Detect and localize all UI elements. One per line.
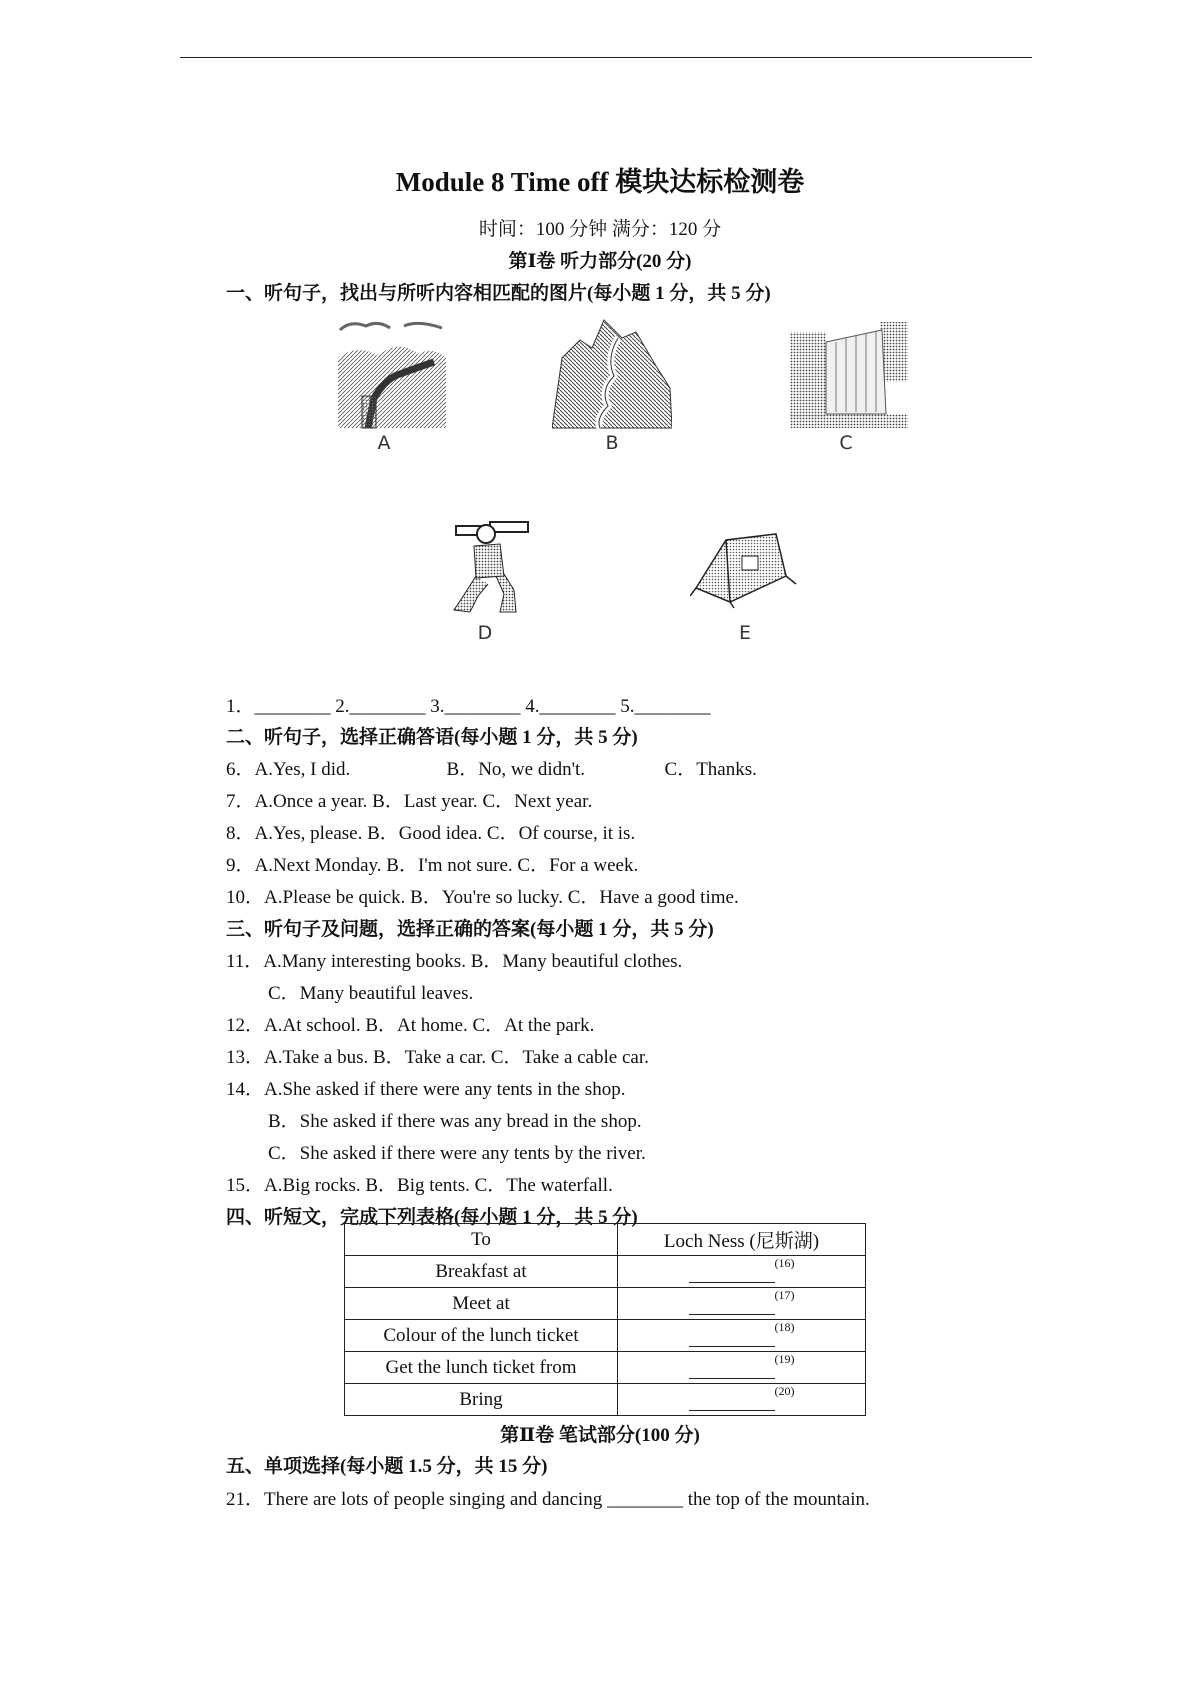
picture-label-b: B (605, 432, 619, 454)
exam-meta: 时间：100 分钟 满分：120 分 (478, 219, 722, 240)
tent-icon (690, 530, 804, 610)
person-binoculars-icon (448, 512, 540, 616)
section-5-heading: 五、单项选择(每小题 1.5 分，共 15 分) (226, 1456, 548, 1477)
table-header-row (345, 1224, 866, 1256)
question-number: 13． (226, 1047, 265, 1068)
blank-number: (18) (774, 1320, 795, 1334)
table-header-to: To (345, 1224, 618, 1256)
question-number: 11． (226, 951, 264, 972)
question-number: 6． (226, 759, 255, 780)
table-row (345, 1384, 866, 1416)
row-label: Bring (345, 1384, 618, 1416)
row-label: Meet at (345, 1288, 618, 1320)
question-11 (226, 946, 682, 973)
option-c: C．Of course, it is. (486, 823, 636, 844)
question-14-option-b: B．She asked if there was any bread in the shop. (268, 1111, 642, 1132)
header-rule (180, 57, 1032, 58)
option-a: A.Yes, please. (254, 823, 363, 844)
question-8 (226, 818, 635, 845)
option-a: A.Take a bus. (264, 1047, 369, 1068)
option-c: C．Next year. (482, 791, 593, 812)
option-b: B．At home. (365, 1015, 468, 1036)
table-row (345, 1256, 866, 1288)
blank-number: (17) (774, 1288, 795, 1302)
listening-table (344, 1223, 866, 1416)
table-row (345, 1288, 866, 1320)
part2-title: 第Ⅱ卷 笔试部分(100 分) (500, 1425, 700, 1446)
row-label: Breakfast at (345, 1256, 618, 1288)
question-number: 8． (226, 823, 255, 844)
option-c: C．Thanks. (664, 759, 757, 780)
answer-cell-19[interactable] (618, 1352, 866, 1384)
option-a: A.Once a year. (254, 791, 368, 812)
question-21: 21．There are lots of people singing and dancing ________ the top of the mountain. (226, 1489, 870, 1510)
picture-label-a: A (377, 432, 391, 454)
blank-number: (19) (774, 1352, 795, 1366)
question-14-option-c: C．She asked if there were any tents by the river. (268, 1143, 646, 1164)
row-label: Colour of the lunch ticket (345, 1320, 618, 1352)
option-b: B．I'm not sure. (386, 855, 513, 876)
option-a: A.At school. (264, 1015, 361, 1036)
question-number: 10． (226, 887, 265, 908)
table-row (345, 1320, 866, 1352)
option-a: A.Big rocks. (264, 1175, 361, 1196)
answer-cell-20[interactable] (618, 1384, 866, 1416)
option-a: A.Yes, I did. (254, 759, 351, 780)
picture-label-d: D (477, 622, 493, 644)
mountain-path-icon (552, 318, 672, 430)
option-c: C．Take a cable car. (490, 1047, 649, 1068)
question-10 (226, 882, 739, 909)
section-2-heading: 二、听句子，选择正确答语(每小题 1 分，共 5 分) (226, 727, 638, 748)
question-13 (226, 1042, 649, 1069)
option-a: A.Many interesting books. (263, 951, 466, 972)
great-wall-icon (338, 318, 446, 430)
question-9 (226, 850, 638, 877)
option-a: A.Please be quick. (264, 887, 406, 908)
table-row (345, 1352, 866, 1384)
section-3-heading: 三、听句子及问题，选择正确的答案(每小题 1 分，共 5 分) (226, 919, 714, 940)
option-b: B．You're so lucky. (410, 887, 563, 908)
question-14 (226, 1074, 625, 1101)
answer-cell-18[interactable] (618, 1320, 866, 1352)
option-a: A.Next Monday. (254, 855, 382, 876)
option-a: A.She asked if there were any tents in the shop. (264, 1079, 626, 1100)
blank-number: (20) (774, 1384, 795, 1398)
option-b: B．Big tents. (365, 1175, 470, 1196)
question-15 (226, 1170, 613, 1197)
picture-label-e: E (738, 622, 751, 644)
blank-number: (16) (774, 1256, 795, 1270)
option-b: B．Last year. (372, 791, 478, 812)
question-6 (226, 754, 757, 781)
question-number: 7． (226, 791, 255, 812)
question-7 (226, 786, 592, 813)
option-b: B．Good idea. (367, 823, 483, 844)
picture-label-c: C (839, 432, 853, 454)
waterfall-icon (790, 318, 908, 430)
question-12 (226, 1010, 594, 1037)
option-c: C．At the park. (472, 1015, 595, 1036)
option-b: B．No, we didn't. (446, 759, 586, 780)
section-4-heading: 四、听短文，完成下列表格(每小题 1 分，共 5 分) (226, 1207, 638, 1228)
question-number: 15． (226, 1175, 265, 1196)
question-number: 14． (226, 1079, 265, 1100)
section-1-heading: 一、听句子，找出与所听内容相匹配的图片(每小题 1 分，共 5 分) (226, 283, 771, 304)
option-c: C．Have a good time. (567, 887, 739, 908)
option-c: C．The waterfall. (474, 1175, 613, 1196)
row-label: Get the lunch ticket from (345, 1352, 618, 1384)
table-header-destination: Loch Ness (尼斯湖) (618, 1224, 866, 1256)
question-11-option-c: C．Many beautiful leaves. (268, 983, 474, 1004)
page-title: Module 8 Time off 模块达标检测卷 (395, 167, 805, 197)
part1-title: 第Ⅰ卷 听力部分(20 分) (508, 251, 692, 272)
answer-cell-17[interactable] (618, 1288, 866, 1320)
answer-blanks-1-5: 1．________ 2.________ 3.________ 4.________ 5.________ (226, 696, 711, 717)
option-c: C．For a week. (517, 855, 639, 876)
answer-cell-16[interactable] (618, 1256, 866, 1288)
question-number: 9． (226, 855, 255, 876)
option-b: B．Many beautiful clothes. (470, 951, 683, 972)
question-number: 12． (226, 1015, 265, 1036)
option-b: B．Take a car. (372, 1047, 487, 1068)
